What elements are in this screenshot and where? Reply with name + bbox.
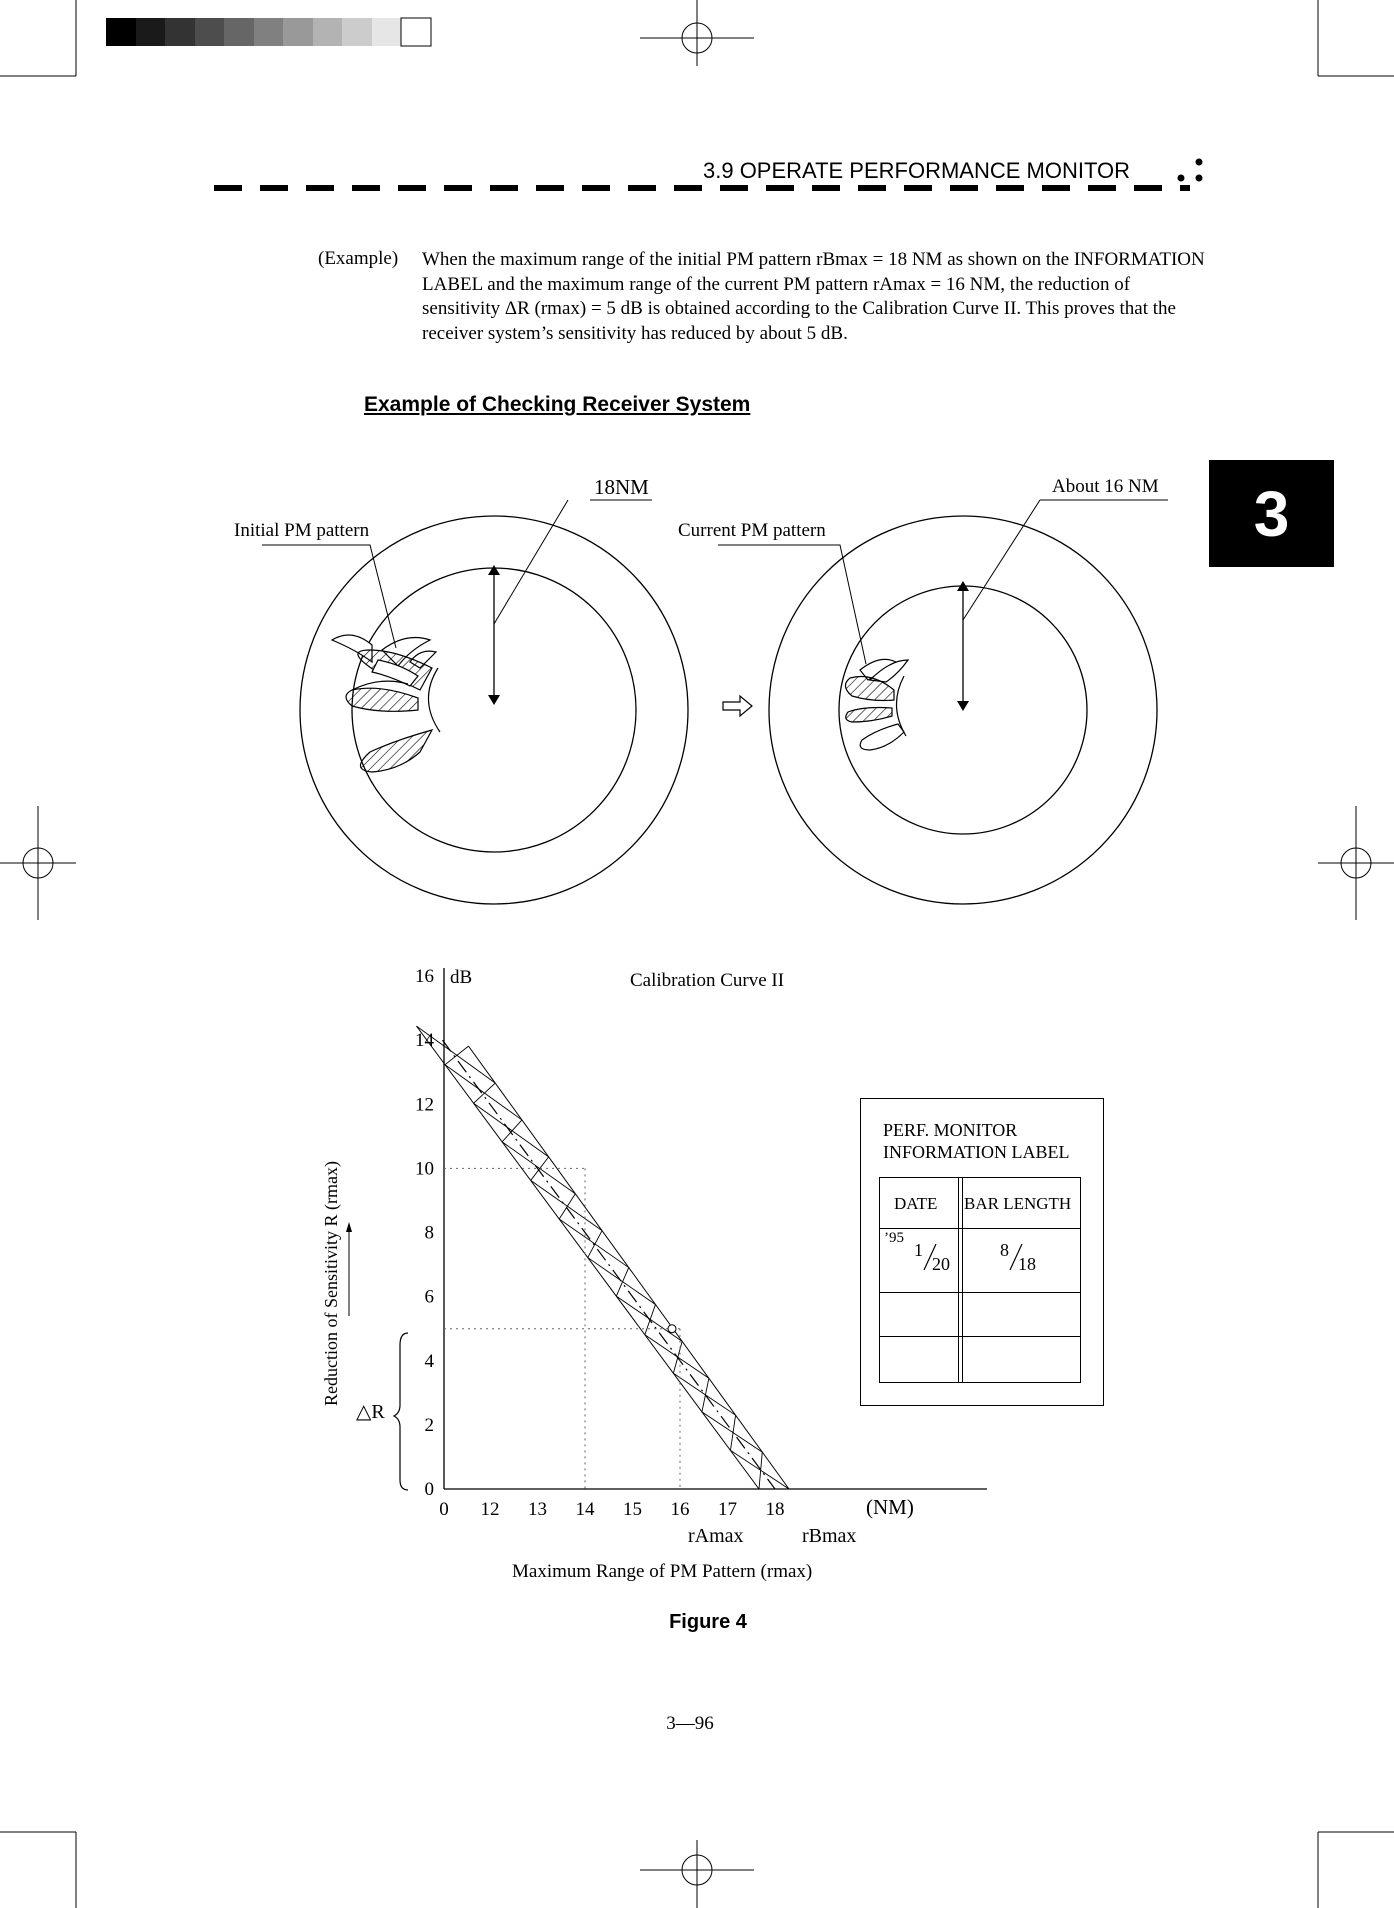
band-hatch	[417, 1026, 496, 1083]
bar-length-value	[1000, 1240, 1050, 1280]
delta-r-brace-icon	[394, 1333, 408, 1490]
date-numerator: 1	[914, 1240, 923, 1260]
info-label-box	[860, 1098, 1104, 1406]
y-tick-label: 16	[415, 966, 434, 987]
info-label-table	[879, 1177, 1081, 1383]
example-text: When the maximum range of the initial PM pattern rBmax = 18 NM as shown on the INFORMATION LABEL and the maximum range of the current PM pattern rAmax = 16 NM, the reduction of sensitivity ΔR (rmax) = 5 dB is obtained according to the Calibration Curve II. This proves that the receiver system’s sensitivity has reduced by about 5 dB.	[422, 249, 1205, 344]
registration-target-bottom	[640, 1840, 754, 1908]
x-tick-label: 14	[575, 1499, 595, 1520]
calibration-center-line	[443, 1040, 776, 1489]
band-hatch	[502, 1120, 522, 1142]
col-bar-length-header: BAR LENGTH	[964, 1194, 1072, 1213]
band-hatch	[616, 1268, 628, 1297]
y-tick-label: 0	[424, 1479, 434, 1500]
example-label: (Example)	[318, 248, 399, 269]
x-axis-title: Maximum Range of PM Pattern (rmax)	[512, 1561, 813, 1582]
section-title: Example of Checking Receiver System	[364, 393, 751, 416]
x-tick-label: 16	[670, 1499, 690, 1520]
y-axis-arrow-icon	[346, 1222, 352, 1316]
chart-title: Calibration Curve II	[630, 970, 785, 991]
bar-denominator: 18	[1018, 1254, 1036, 1274]
band-hatch	[531, 1180, 602, 1230]
x-tick-label: 15	[623, 1499, 642, 1520]
y-tick-label: 14	[415, 1030, 434, 1052]
y-tick-label: 4	[424, 1350, 434, 1372]
band-hatch	[616, 1296, 682, 1341]
initial-range-label: 18NM	[594, 475, 649, 499]
y-tick-label: 10	[415, 1158, 434, 1180]
band-hatch	[559, 1219, 629, 1268]
band-hatch	[673, 1373, 735, 1415]
band-hatch	[474, 1103, 549, 1157]
col-date-header: DATE	[894, 1194, 938, 1213]
y-tick-label: 2	[424, 1414, 434, 1436]
page-number: 3—96	[666, 1713, 714, 1734]
date-year: ’95	[884, 1230, 904, 1246]
y-tick-label: 8	[424, 1222, 434, 1244]
band-hatch	[673, 1341, 682, 1373]
initial-pm-label: Initial PM pattern	[234, 520, 370, 541]
band-hatch	[531, 1157, 549, 1181]
x-tick-label: 18	[765, 1499, 785, 1520]
y-unit-label: dB	[450, 967, 473, 988]
date-denominator: 20	[932, 1254, 950, 1274]
date-value	[910, 1240, 960, 1280]
section-header-title: 3.9 OPERATE PERFORMANCE MONITOR	[703, 158, 1131, 183]
x-tick-label: 0	[439, 1499, 449, 1520]
x-unit-label: (NM)	[866, 1495, 914, 1519]
delta-r-label: △R	[356, 1401, 385, 1423]
current-range-label: About 16 NM	[1052, 476, 1159, 497]
y-axis-title: Reduction of Sensitivity R (rmax)	[321, 1161, 341, 1406]
rbmax-label: rBmax	[802, 1525, 857, 1547]
band-hatch	[702, 1378, 709, 1412]
x-tick-label: 13	[528, 1499, 547, 1520]
ramax-point	[668, 1325, 676, 1333]
band-hatch	[645, 1304, 656, 1334]
band-hatch	[588, 1258, 656, 1305]
info-label-title-line2: INFORMATION LABEL	[883, 1142, 1070, 1162]
info-label-title-line1: PERF. MONITOR	[883, 1120, 1018, 1140]
band-hatch	[702, 1412, 762, 1452]
ramax-label: rAmax	[688, 1525, 744, 1547]
band-hatch	[445, 1065, 522, 1120]
y-tick-label: 12	[415, 1094, 434, 1116]
chart-marks	[417, 1026, 790, 1489]
current-pm-label: Current PM pattern	[678, 520, 826, 541]
band-hatch	[645, 1335, 709, 1379]
x-tick-label: 17	[718, 1499, 737, 1520]
chapter-tab: 3	[1209, 460, 1334, 567]
figure-caption: Figure 4	[669, 1611, 747, 1633]
y-tick-label: 6	[424, 1286, 434, 1308]
x-tick-label: 12	[480, 1499, 500, 1520]
bar-numerator: 8	[1000, 1240, 1009, 1260]
band-hatch	[730, 1415, 735, 1450]
